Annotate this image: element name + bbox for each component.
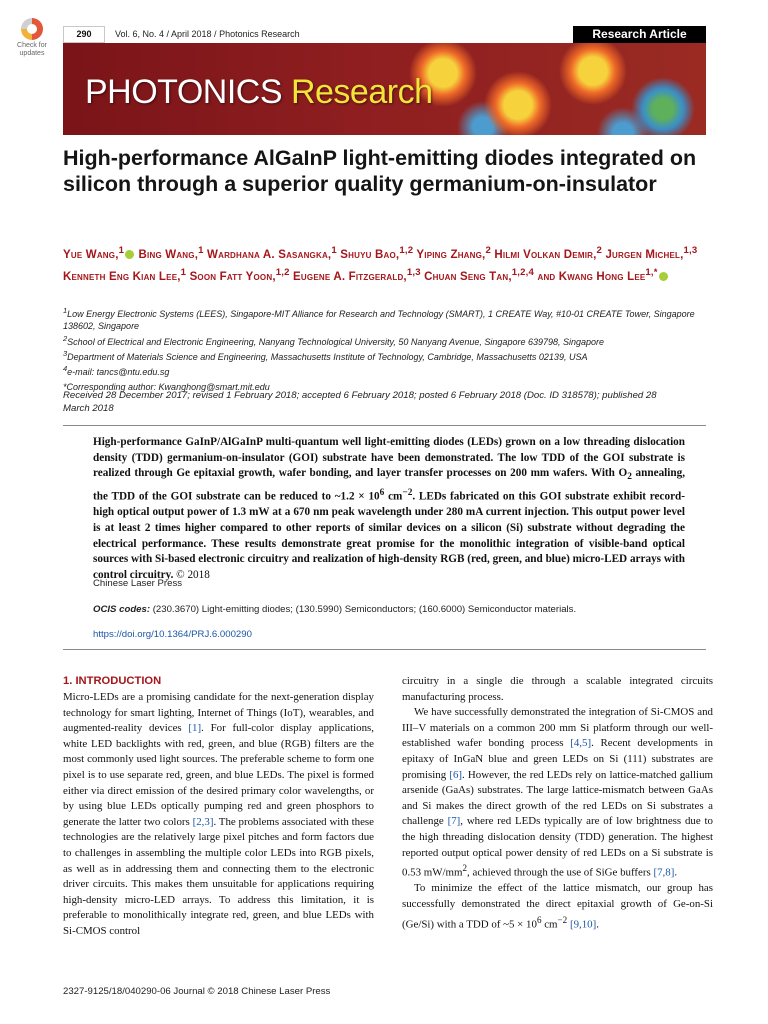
running-header bbox=[63, 26, 706, 43]
author-affiliation-mark: 1,3 bbox=[683, 245, 698, 256]
citation-link[interactable]: [4,5] bbox=[570, 737, 592, 750]
doi-link[interactable]: https://doi.org/10.1364/PRJ.6.000290 bbox=[93, 629, 252, 640]
body-column-right bbox=[402, 674, 713, 933]
affiliation-text: School of Electrical and Electronic Engineering, Nanyang Technological University, 50 Nanyang Avenue, Singapore 639798, Singapore bbox=[67, 336, 605, 347]
ocis-label: OCIS codes: bbox=[93, 604, 151, 615]
body-column-left bbox=[63, 673, 374, 940]
citation-link[interactable]: [2,3] bbox=[192, 815, 214, 828]
check-for-updates-badge[interactable] bbox=[10, 18, 54, 58]
crossmark-icon bbox=[21, 18, 43, 40]
affiliation-text: e-mail: tancs@ntu.edu.sg bbox=[67, 367, 170, 378]
author-affiliation-mark: 1,2 bbox=[275, 266, 290, 278]
author-name: Jurgen Michel, bbox=[605, 248, 684, 261]
affiliation-mark: 4 bbox=[63, 364, 68, 374]
citation-link[interactable]: [7,8] bbox=[653, 866, 675, 879]
orcid-icon[interactable] bbox=[125, 250, 134, 259]
author-name: Wardhana A. Sasangka, bbox=[207, 248, 332, 261]
affiliation-mark: 3 bbox=[63, 348, 68, 358]
journal-logo-part1: PHOTONICS bbox=[85, 73, 291, 111]
affiliation-line bbox=[63, 333, 723, 348]
author-name: Hilmi Volkan Demir, bbox=[494, 248, 597, 261]
abstract-text: High-performance GaInP/AlGaInP multi-quantum well light-emitting diodes (LEDs) grown on a low threading dislocation density (TDD) germanium-on-insulator (GOI) substrate have been demonstrated. The low TDD of the GOI substrate is realized through Ge epitaxial growth, wafer bonding, and layer transfer processes on 200 mm wafers. With $O_2$ annealing, the TDD of the GOI substrate can be reduced to ~1.2 × $10^6$ $cm^{-2}$. LEDs fabricated on this GOI substrate exhibit record-high optical output power of 1.3 mW at a 670 nm peak wavelength under 280 mA current injection. This output power level is at least 2 times higher compared to other reports of similar devices on a silicon (Si) substrate without degrading the electrical performance. These results demonstrate great promise for the monolithic integration of visible-band optical sources with Si-based electronic circuitry and realization of high-density RGB (red, green, and blue) micro-LED arrays with control circuitry. © 2018 bbox=[93, 436, 685, 581]
citation-link[interactable]: [9,10] bbox=[569, 918, 597, 931]
affiliation-text: Department of Materials Science and Engineering, Massachusetts Institute of Technology, Cambridge, Massachusetts 02139, USA bbox=[67, 351, 588, 362]
article-type-label: Research Article bbox=[573, 26, 706, 43]
author-affiliation-mark: 1,2,4 bbox=[511, 266, 535, 278]
ocis-text: (230.3670) Light-emitting diodes; (130.5990) Semiconductors; (160.6000) Semiconductor materials. bbox=[150, 604, 577, 615]
author-list bbox=[63, 242, 723, 286]
author-affiliation-mark: 2 bbox=[596, 245, 603, 256]
orcid-icon[interactable] bbox=[659, 272, 668, 281]
author-affiliation-mark: 1,2 bbox=[399, 245, 414, 256]
section-heading-introduction: 1. INTRODUCTION bbox=[63, 675, 162, 687]
author-name: Eugene A. Fitzgerald, bbox=[293, 270, 407, 283]
affiliation-text: Low Energy Electronic Systems (LEES), Singapore-MIT Alliance for Research and Technology (SMART), 1 CREATE Way, #10-01 CREATE Tower, Singapore 138602, Singapore bbox=[63, 309, 695, 332]
badge-line2: updates bbox=[19, 50, 45, 57]
affiliation-mark: 1 bbox=[63, 306, 68, 315]
author-affiliation-mark: 1,* bbox=[645, 266, 658, 278]
journal-logo-text bbox=[85, 73, 432, 112]
publication-dates: Received 28 December 2017; revised 1 February 2018; accepted 6 February 2018; posted 6 February 2018 (Doc. ID 318578); published 28 March 2018 bbox=[63, 390, 657, 414]
copyright-notice: © 2018 bbox=[173, 568, 210, 581]
affiliation-line bbox=[63, 348, 723, 363]
paragraph: To minimize the effect of the lattice mismatch, our group has successfully demonstrated the direct epitaxial growth of Ge-on-Si (Ge/Si) with a TDD of ~5 × $10^6$ $cm^{-2}$ [9,10]. bbox=[402, 882, 713, 931]
citation-link[interactable]: [1] bbox=[188, 722, 202, 735]
page-number: 290 bbox=[63, 26, 105, 43]
journal-logo-part2: Research bbox=[290, 73, 433, 111]
citation-link[interactable]: [7] bbox=[447, 815, 461, 828]
author-name: Yue Wang, bbox=[63, 248, 119, 261]
paragraph: Micro-LEDs are a promising candidate for the next-generation display technology for smart lighting, Internet of Things (IoT), wearables, and augmented-reality devices [1]. For full-color display applications, white LED backlights with red, green, and blue (RGB) filters are the most commonly used light sources. The preferable scheme to form one pixel is to use separate red, green, and blue LEDs. The pixel is formed either via direct emission of the desired primary color wavelengths, or by using blue LEDs optically pumping red and green phosphors to generate the latter two colors [2,3]. The problems associated with these technologies are the relatively large pixel pitches and form factors due to challenges in assembling the multiple color LEDs into RGB pixels, as well as in addressing them and connecting them to the electronic driver circuits. This makes them unsuitable for applications requiring high-density micro-LED arrays. To address this limitation, it is preferable to monolithically integrate red, green, and blue LEDs with Si-CMOS control bbox=[63, 691, 374, 937]
author-name: and Kwang Hong Lee bbox=[537, 270, 646, 283]
author-name: Bing Wang, bbox=[138, 248, 199, 261]
page-footer: 2327-9125/18/040290-06 Journal © 2018 Chinese Laser Press bbox=[63, 986, 331, 997]
author-name: Yiping Zhang, bbox=[416, 248, 486, 261]
citation-link[interactable]: [6] bbox=[449, 768, 463, 781]
author-name: Shuyu Bao, bbox=[340, 248, 400, 261]
badge-line1: Check for bbox=[17, 42, 47, 49]
affiliation-mark: 2 bbox=[63, 333, 68, 343]
author-affiliation-mark: 2 bbox=[485, 245, 491, 256]
author-name: Chuan Seng Tan, bbox=[424, 270, 512, 283]
journal-banner bbox=[63, 43, 706, 135]
paragraph: We have successfully demonstrated the integration of Si-CMOS and III–V materials on a common 200 mm Si platform through our well-established wafer bonding process [4,5]. Recent developments in epitaxy of InGaN blue and green LEDs on Si (111) substrates are promising [6]. However, the red LEDs rely on lattice-matched gallium arsenide (GaAs) substrates. The large lattice-mismatch between GaAs and Si makes the direct growth of the red LEDs on Si substrates a challenge [7], where red LEDs typically are of low brightness due to the high threading dislocation density (TDD) generation. The highest reported output optical power density of red LEDs on a Si substrate is 0.53 $mW/mm^2$, achieved through the use of SiGe buffers [7,8]. bbox=[402, 706, 713, 879]
abstract-box bbox=[63, 425, 706, 650]
publisher-name: Chinese Laser Press bbox=[93, 578, 183, 589]
affiliations bbox=[63, 305, 723, 394]
ocis-codes bbox=[93, 604, 576, 615]
author-affiliation-mark: 1 bbox=[198, 245, 204, 256]
journal-info: Vol. 6, No. 4 / April 2018 / Photonics Research bbox=[115, 29, 300, 39]
author-name: Soon Fatt Yoon, bbox=[189, 270, 276, 283]
author-affiliation-mark: 1 bbox=[331, 245, 337, 256]
affiliation-line bbox=[63, 305, 723, 333]
author-affiliation-mark: 1 bbox=[118, 245, 125, 256]
article-title: High-performance AlGaInP light-emitting diodes integrated on silicon through a superior quality germanium-on-insulator bbox=[63, 146, 697, 196]
author-affiliation-mark: 1 bbox=[180, 266, 187, 278]
affiliation-line bbox=[63, 363, 723, 378]
author-name: Kenneth Eng Kian Lee, bbox=[63, 270, 181, 283]
affiliation-text: *Corresponding author: Kwanghong@smart.mit.edu bbox=[63, 382, 270, 393]
author-affiliation-mark: 1,3 bbox=[406, 266, 421, 278]
paragraph: circuitry in a single die through a scalable integrated circuits manufacturing process. bbox=[402, 675, 713, 703]
